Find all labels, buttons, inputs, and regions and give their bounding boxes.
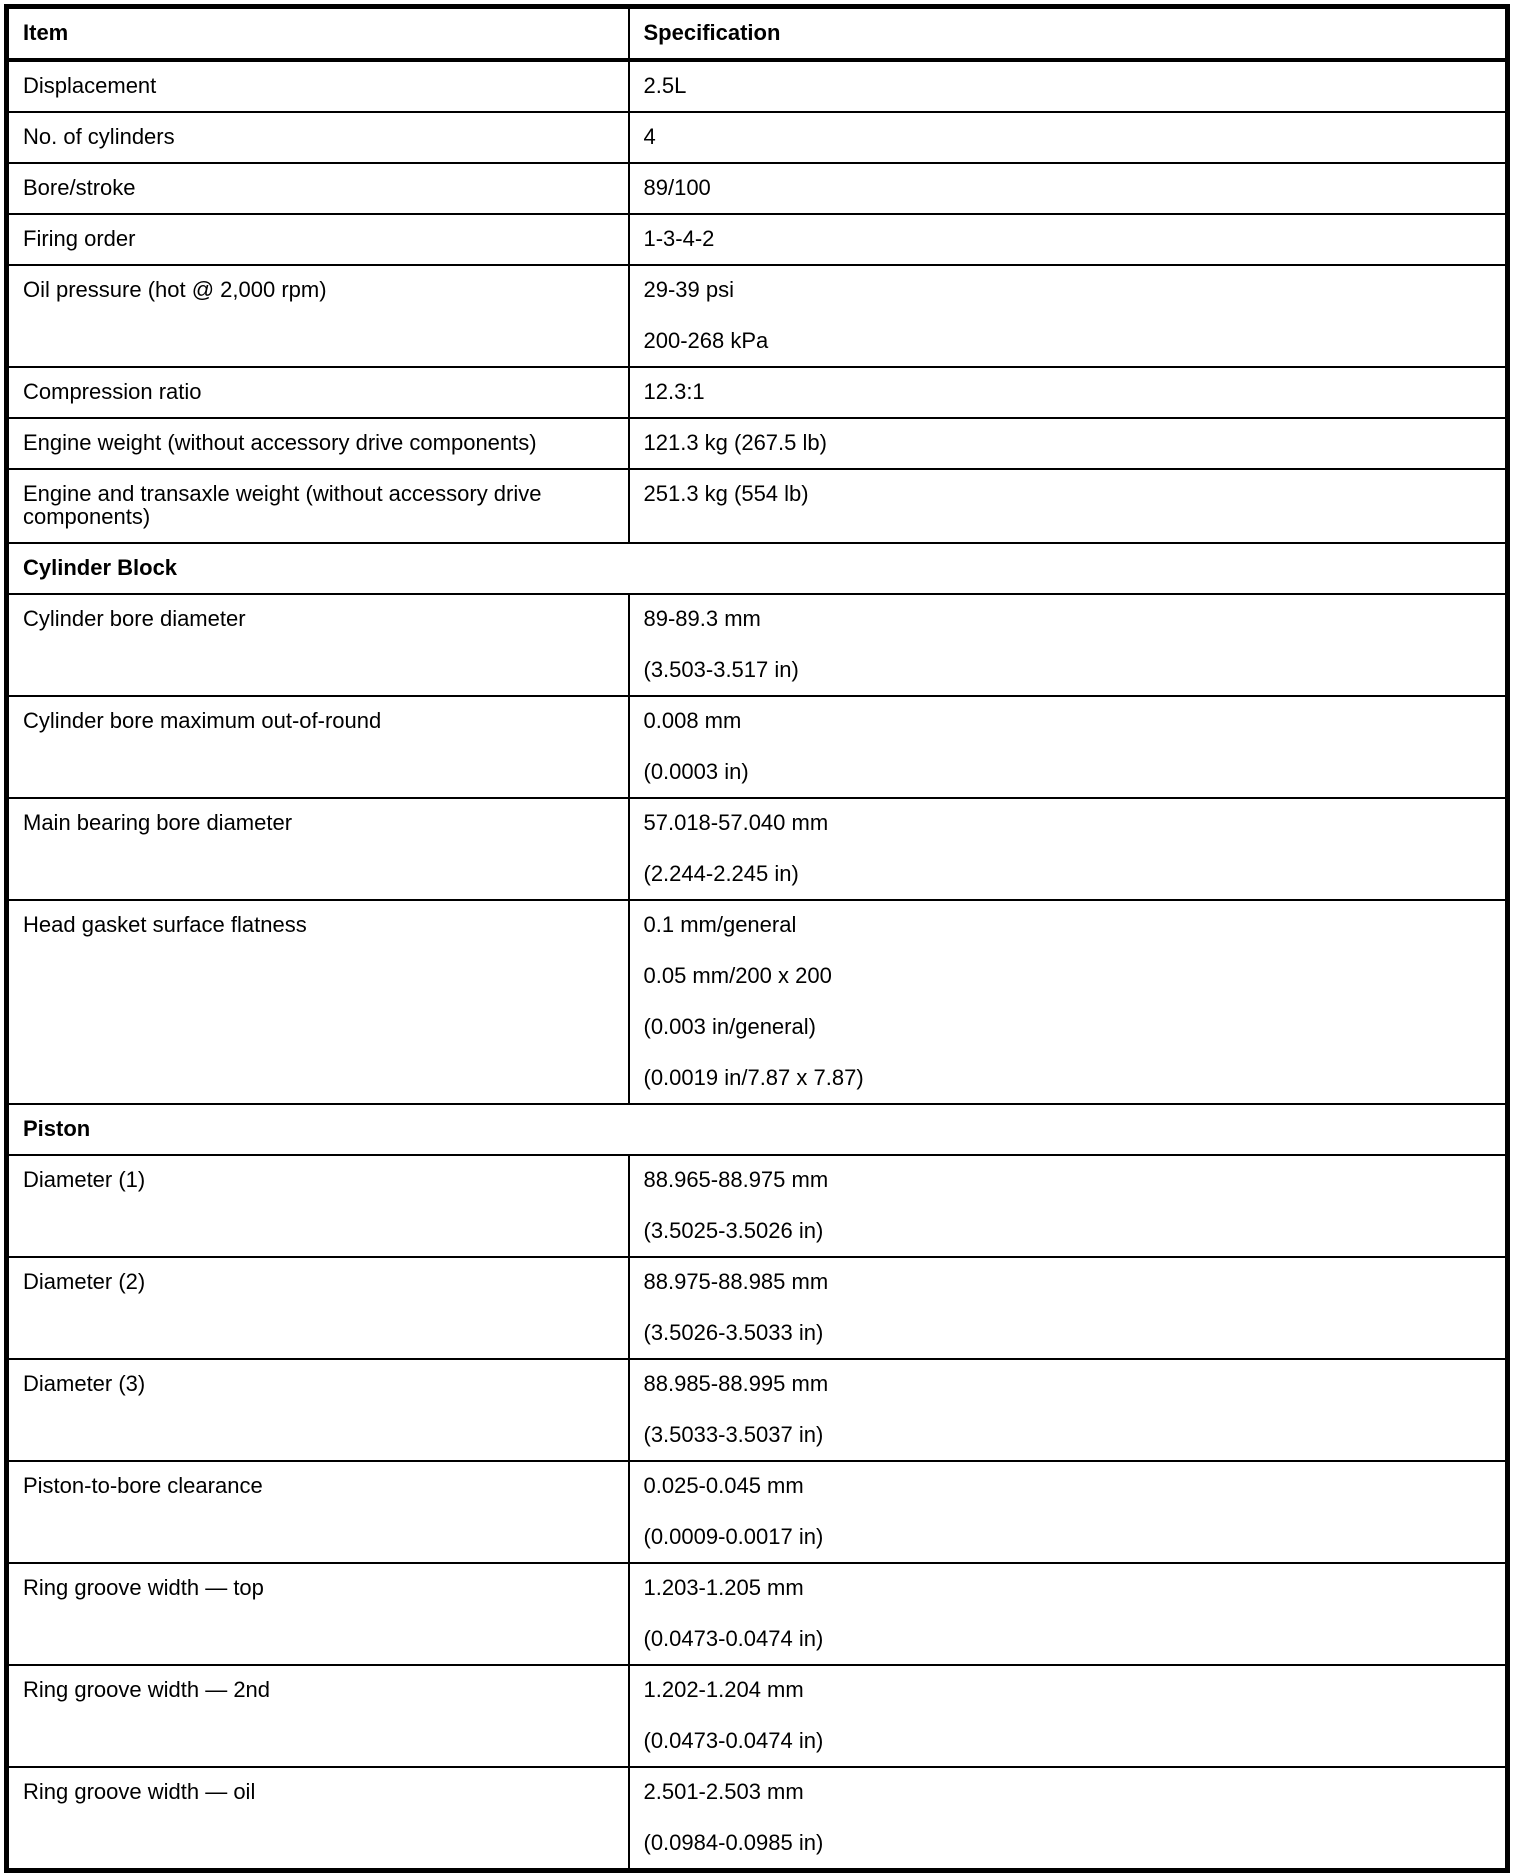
table-row	[7, 418, 1508, 469]
table-row	[7, 112, 1508, 163]
spec-line: 1-3-4-2	[643, 226, 715, 251]
spec-line: 88.985-88.995 mm	[643, 1371, 829, 1396]
spec-line: (0.003 in/general)	[643, 1014, 816, 1039]
spec-value	[629, 418, 1508, 469]
spec-value	[629, 798, 1508, 900]
spec-line: (2.244-2.245 in)	[643, 861, 799, 886]
spec-line: 2.501-2.503 mm	[643, 1779, 804, 1804]
spec-line: 29-39 psi	[643, 277, 735, 302]
spec-line: 0.05 mm/200 x 200	[643, 963, 832, 988]
spec-value	[629, 367, 1508, 418]
spec-line: 1.202-1.204 mm	[643, 1677, 804, 1702]
spec-line: 251.3 kg (554 lb)	[643, 481, 809, 506]
item-label: Ring groove width — top	[7, 1563, 629, 1665]
spec-line: (3.5026-3.5033 in)	[643, 1320, 824, 1345]
spec-line: 2.5L	[643, 73, 687, 98]
spec-line: 88.975-88.985 mm	[643, 1269, 829, 1294]
item-label: Cylinder bore diameter	[7, 594, 629, 696]
spec-line: (0.0003 in)	[643, 759, 749, 784]
item-label: Cylinder bore maximum out-of-round	[7, 696, 629, 798]
table-row	[7, 798, 1508, 900]
spec-line: 1.203-1.205 mm	[643, 1575, 804, 1600]
spec-line: (3.5025-3.5026 in)	[643, 1218, 824, 1243]
table-row	[7, 1359, 1508, 1461]
table-row	[7, 1563, 1508, 1665]
table-row	[7, 265, 1508, 367]
engine-specifications-table	[4, 4, 1510, 1873]
spec-line: (0.0473-0.0474 in)	[643, 1626, 824, 1651]
table-row	[7, 214, 1508, 265]
spec-value	[629, 696, 1508, 798]
spec-line: (3.503-3.517 in)	[643, 657, 799, 682]
item-label: Oil pressure (hot @ 2,000 rpm)	[7, 265, 629, 367]
table-row	[7, 1461, 1508, 1563]
column-header-item: Item	[7, 7, 629, 61]
item-label: No. of cylinders	[7, 112, 629, 163]
item-label: Ring groove width — oil	[7, 1767, 629, 1871]
spec-value	[629, 1257, 1508, 1359]
spec-line: 0.1 mm/general	[643, 912, 797, 937]
spec-line: 89-89.3 mm	[643, 606, 761, 631]
table-row	[7, 163, 1508, 214]
spec-value	[629, 265, 1508, 367]
table-row	[7, 469, 1508, 543]
spec-value	[629, 1461, 1508, 1563]
spec-line: (3.5033-3.5037 in)	[643, 1422, 824, 1447]
table-header-row	[7, 7, 1508, 61]
spec-value	[629, 1155, 1508, 1257]
spec-value	[629, 1665, 1508, 1767]
item-label: Engine and transaxle weight (without accessory drive components)	[7, 469, 629, 543]
item-label: Firing order	[7, 214, 629, 265]
item-label: Engine weight (without accessory drive components)	[7, 418, 629, 469]
column-header-specification: Specification	[629, 7, 1508, 61]
spec-line: (0.0984-0.0985 in)	[643, 1830, 824, 1855]
section-row	[7, 543, 1508, 594]
table-row	[7, 60, 1508, 112]
spec-line: 12.3:1	[643, 379, 705, 404]
table-body	[7, 60, 1508, 1871]
spec-line: 4	[643, 124, 656, 149]
spec-value	[629, 1563, 1508, 1665]
table-row	[7, 1767, 1508, 1871]
table-row	[7, 367, 1508, 418]
spec-line: 0.008 mm	[643, 708, 742, 733]
spec-line: 121.3 kg (267.5 lb)	[643, 430, 827, 455]
spec-line: 57.018-57.040 mm	[643, 810, 829, 835]
item-label: Compression ratio	[7, 367, 629, 418]
item-label: Diameter (1)	[7, 1155, 629, 1257]
item-label: Main bearing bore diameter	[7, 798, 629, 900]
spec-value	[629, 163, 1508, 214]
spec-value	[629, 112, 1508, 163]
section-title: Cylinder Block	[7, 543, 1508, 594]
spec-line: (0.0009-0.0017 in)	[643, 1524, 824, 1549]
table-row	[7, 594, 1508, 696]
item-label: Ring groove width — 2nd	[7, 1665, 629, 1767]
item-label: Diameter (3)	[7, 1359, 629, 1461]
spec-line: 89/100	[643, 175, 711, 200]
spec-line: (0.0473-0.0474 in)	[643, 1728, 824, 1753]
table-row	[7, 1155, 1508, 1257]
spec-line: 0.025-0.045 mm	[643, 1473, 804, 1498]
table-row	[7, 1665, 1508, 1767]
item-label: Displacement	[7, 60, 629, 112]
spec-value	[629, 60, 1508, 112]
section-row	[7, 1104, 1508, 1155]
section-title: Piston	[7, 1104, 1508, 1155]
table-row	[7, 1257, 1508, 1359]
spec-value	[629, 1767, 1508, 1871]
item-label: Bore/stroke	[7, 163, 629, 214]
spec-line: 88.965-88.975 mm	[643, 1167, 829, 1192]
table-row	[7, 696, 1508, 798]
spec-value	[629, 214, 1508, 265]
item-label: Piston-to-bore clearance	[7, 1461, 629, 1563]
item-label: Diameter (2)	[7, 1257, 629, 1359]
spec-value	[629, 469, 1508, 543]
spec-value	[629, 1359, 1508, 1461]
table-row	[7, 900, 1508, 1104]
spec-value	[629, 594, 1508, 696]
item-label: Head gasket surface flatness	[7, 900, 629, 1104]
spec-value	[629, 900, 1508, 1104]
spec-line: 200-268 kPa	[643, 328, 769, 353]
spec-line: (0.0019 in/7.87 x 7.87)	[643, 1065, 864, 1090]
